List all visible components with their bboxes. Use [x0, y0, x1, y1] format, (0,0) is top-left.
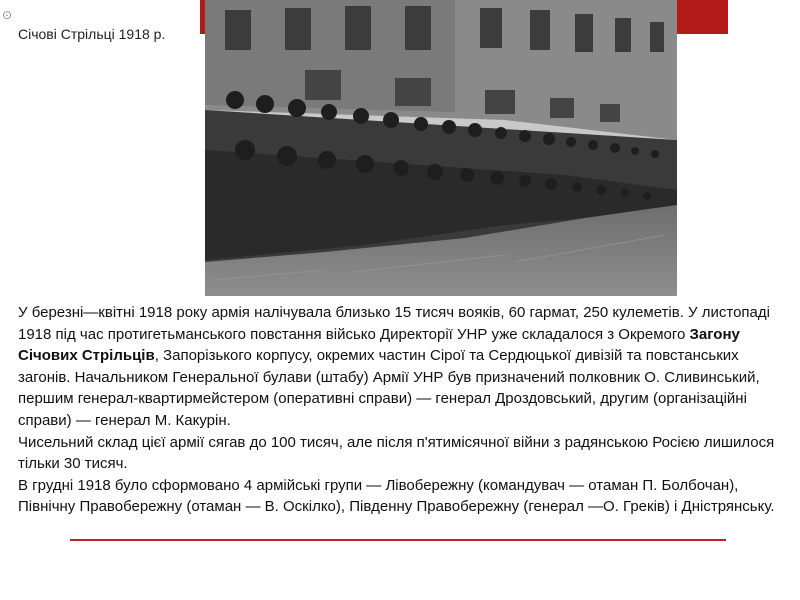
emphasis-sich-riflemen: Загону Січових Стрільців [18, 325, 740, 365]
body-text [18, 302, 778, 518]
paragraph-army-size: Чисельний склад цієї армії сягав до 100 тисяч, але після п'ятимісячної війни з радянською Росією лишилося тільки 30 тисяч. [18, 433, 775, 473]
decorative-red-line [70, 539, 726, 541]
paragraph-text: , Запорізького корпусу, окремих частин Сірої та Сердюцької дивізій та повстанських загонів. Начальником Генеральної булави (штабу) Армії УНР був призначений полковник О. Сливинський, першим генерал-квартирмейстером (оперативні справи) — генерал Дроздовський, другим (організаційні справи) — генерал М. Какурін. [18, 347, 760, 429]
paragraph-text: У березні—квітні 1918 року армія налічувала близько 15 тисяч вояків, 60 гармат, 250 кулеметів. У листопаді 1918 під час протигетьманського повстання військо Директорії УНР уже складалося з Окремого [18, 304, 770, 343]
historical-photo [205, 0, 677, 296]
historical-photo-icon [205, 0, 677, 296]
paragraph-army-groups: В грудні 1918 було сформовано 4 армійські групи — Лівобережну (командувач — отаман П. Болбочан), Північну Правобережну (отаман — В. Оскілко), Південну Правобережну (генерал —О. Греків) і Дністрянську. [18, 476, 775, 516]
photo-caption: Січові Стрільці 1918 р. [18, 26, 166, 42]
paragraph-army-composition [18, 302, 778, 432]
slide-corner-icon: ⊙ [2, 8, 13, 22]
